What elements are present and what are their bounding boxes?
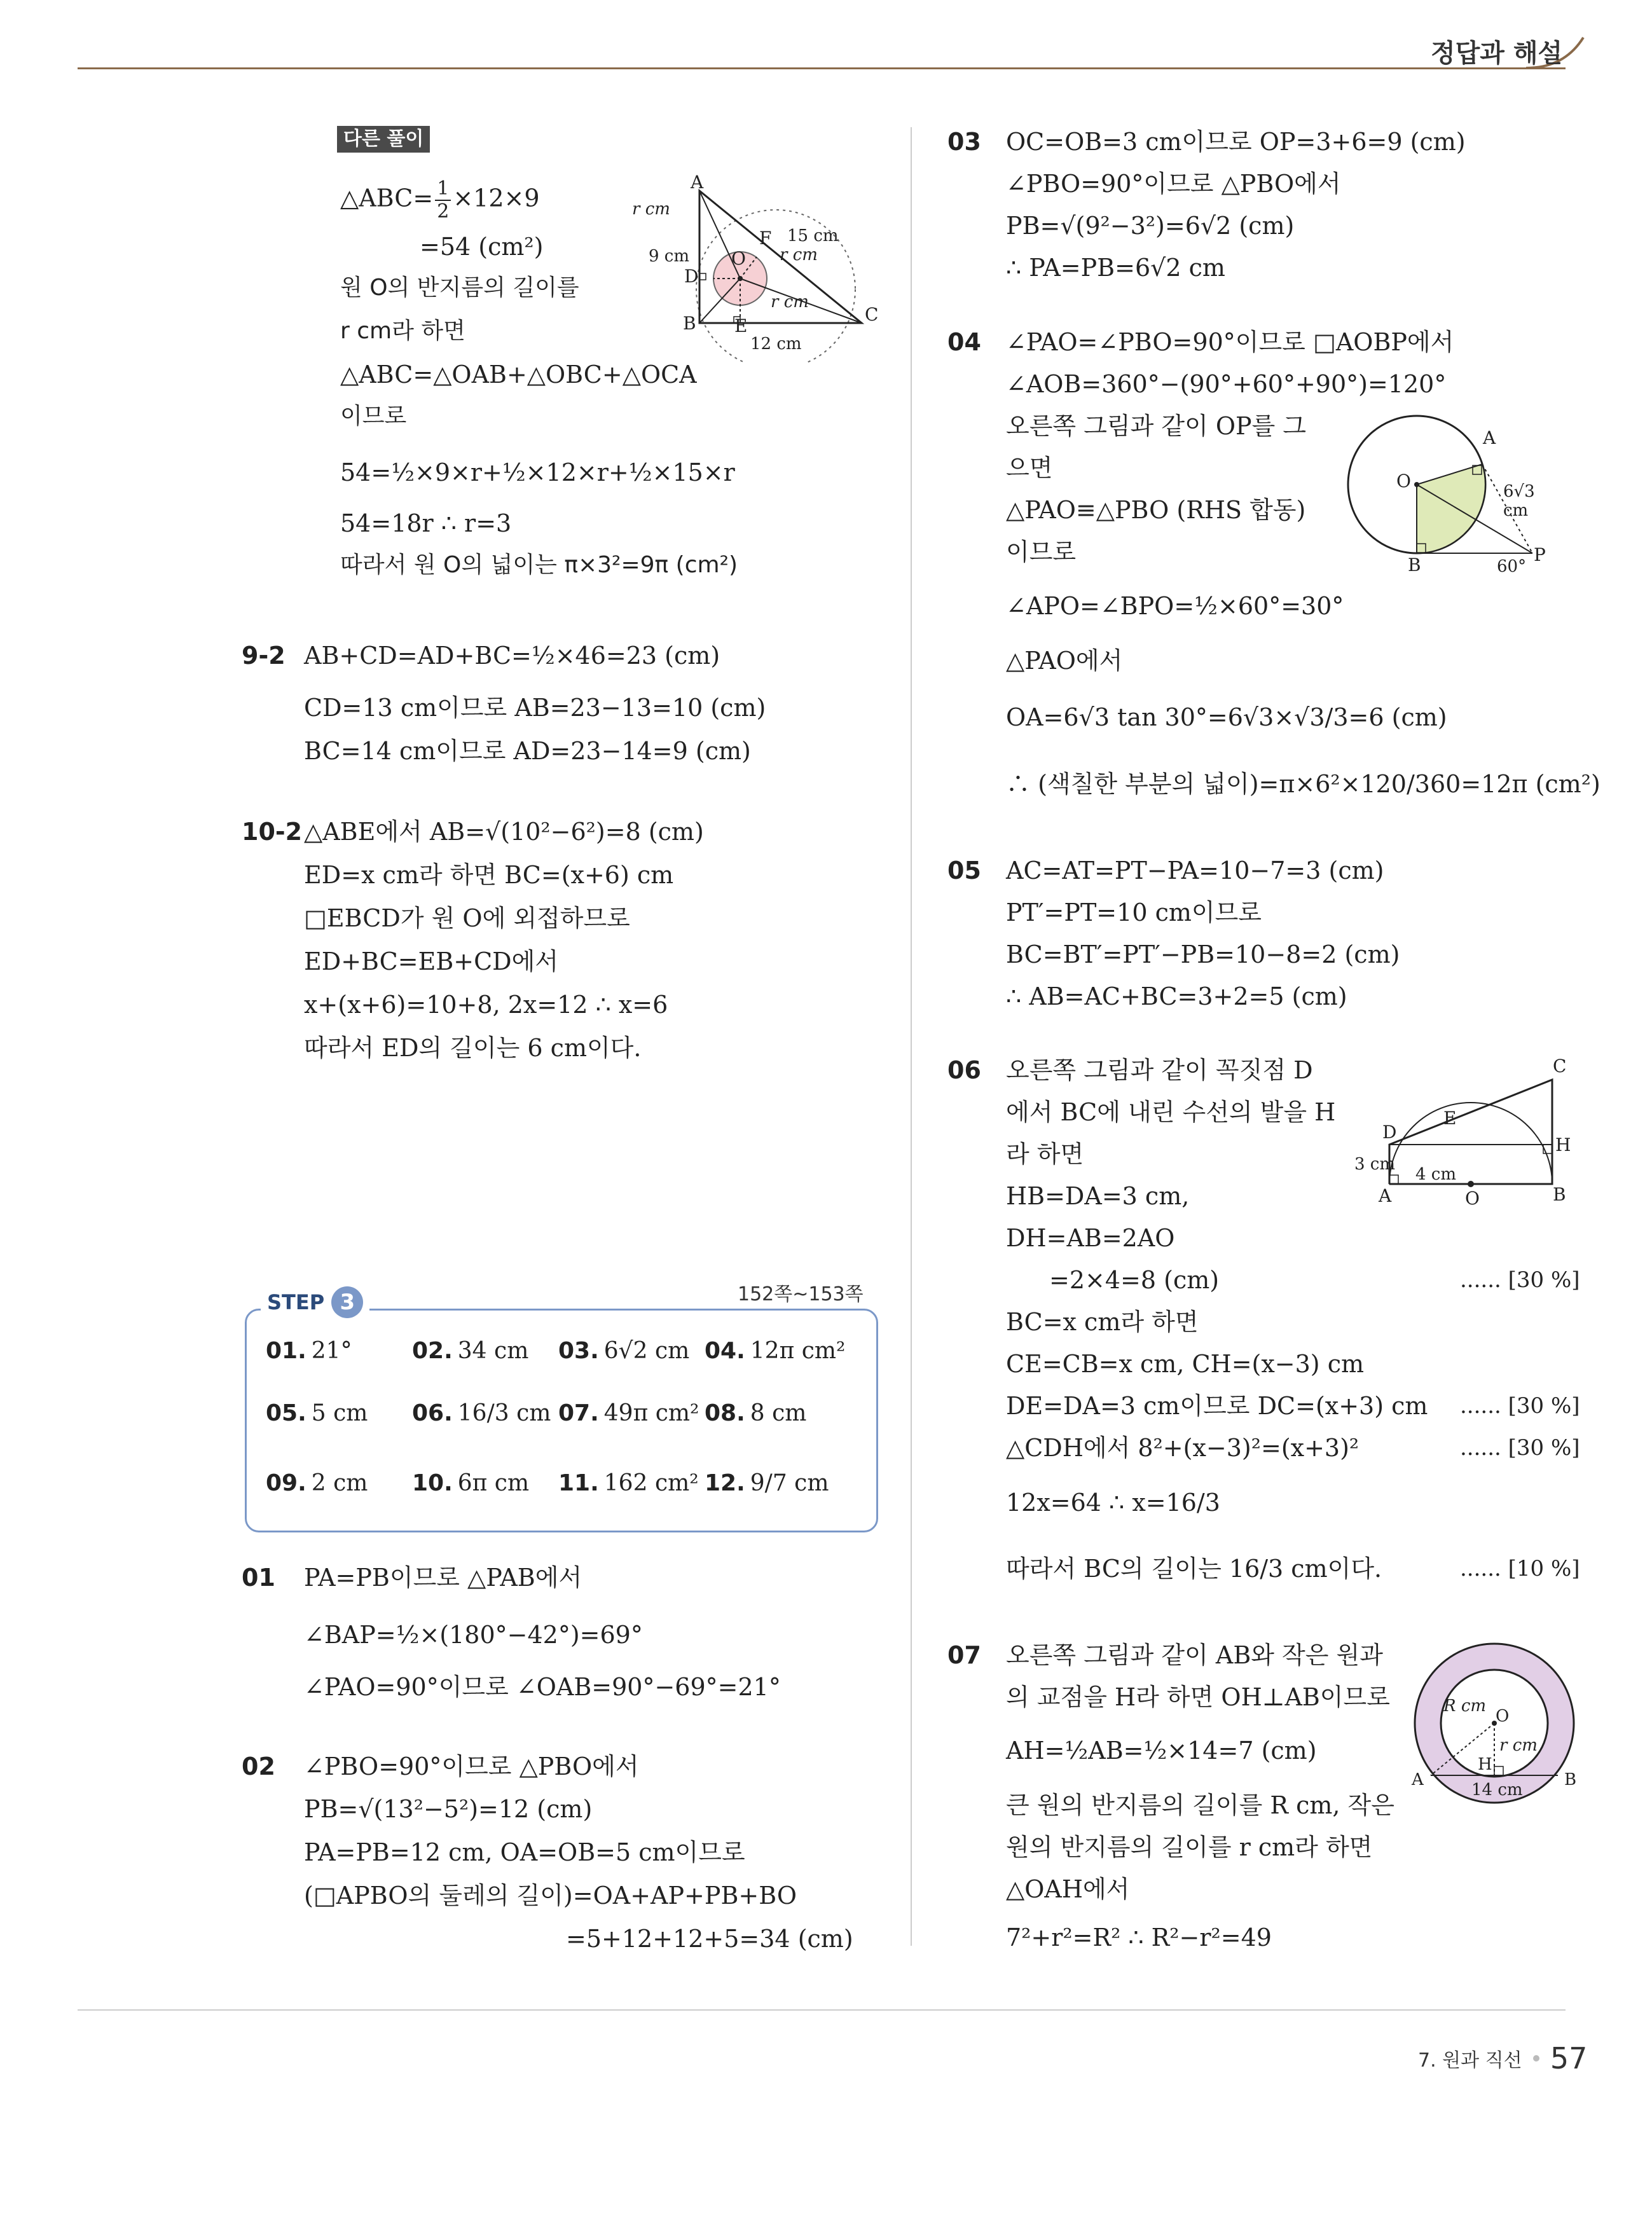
answer-05	[266, 1399, 368, 1428]
fig1-label-B: B	[683, 313, 696, 334]
answer-num: 07.	[558, 1400, 599, 1426]
figure-triangle-incircle	[630, 172, 884, 362]
p04-line-2: ∠AOB=360°−(90°+60°+90°)=120°	[1006, 370, 1447, 398]
fig6-label-C: C	[1553, 1056, 1567, 1077]
alt-line-7: 54=½×9×r+½×12×r+½×15×r	[340, 458, 735, 486]
p05-line-4: ∴ AB=AC+BC=3+2=5 (cm)	[1006, 982, 1347, 1010]
p06-score-1: ...... [30 %]	[1460, 1267, 1580, 1293]
fig1-label-D: D	[684, 266, 699, 287]
p92-line-2: CD=13 cm이므로 AB=23−13=10 (cm)	[304, 694, 766, 722]
fig6-label-4cm: 4 cm	[1415, 1165, 1457, 1184]
p02-line-3: PA=PB=12 cm, OA=OB=5 cm이므로	[304, 1838, 745, 1866]
alt-line-4: r cm라 하면	[340, 318, 465, 344]
alt-line-9: 따라서 원 O의 넓이는 π×3²=9π (cm²)	[340, 552, 738, 578]
p06-line-11: 12x=64 ∴ x=16/3	[1006, 1489, 1220, 1517]
p06-score-4: ...... [10 %]	[1460, 1556, 1580, 1581]
answer-06	[412, 1399, 551, 1428]
frac-den: 2	[437, 200, 450, 223]
answer-11	[558, 1469, 699, 1498]
fig6-label-O: O	[1465, 1188, 1480, 1209]
p02-line-2: PB=√(13²−5²)=12 (cm)	[304, 1795, 593, 1823]
p04-line-8: △PAO에서	[1006, 647, 1123, 675]
p04-line-6: 이므로	[1006, 538, 1077, 566]
p06-line-12: 따라서 BC의 길이는 16/3 cm이다.	[1006, 1555, 1382, 1583]
answer-val: 12π cm²	[750, 1338, 846, 1364]
fig4-label-angle: 60°	[1497, 557, 1527, 576]
p01-line-3: ∠PAO=90°이므로 ∠OAB=90°−69°=21°	[304, 1673, 781, 1701]
p06-line-5: DH=AB=2AO	[1006, 1224, 1175, 1252]
answer-num: 04.	[705, 1338, 745, 1364]
p04-line-3: 오른쪽 그림과 같이 OP를 그	[1006, 412, 1307, 440]
answer-val: 8 cm	[750, 1400, 807, 1426]
problem-05-label: 05	[947, 857, 981, 884]
answer-04	[705, 1337, 845, 1366]
alt-line-1	[340, 178, 540, 223]
step-number-badge: 3	[331, 1286, 363, 1318]
answer-val: 2 cm	[311, 1470, 368, 1496]
answer-03	[558, 1337, 689, 1366]
p03-line-3: PB=√(9²−3²)=6√2 (cm)	[1006, 212, 1295, 240]
fig1-label-r2: r cm	[780, 245, 818, 265]
answer-val: 6√2 cm	[603, 1338, 690, 1364]
fig6-label-H: H	[1555, 1134, 1571, 1155]
fig1-label-12: 12 cm	[750, 334, 802, 354]
answer-val: 21°	[311, 1338, 352, 1364]
alt-line-2: =54 (cm²)	[420, 233, 544, 261]
p01-line-1: PA=PB이므로 △PAB에서	[304, 1564, 582, 1592]
p06-line-1: 오른쪽 그림과 같이 꼭짓점 D	[1006, 1056, 1313, 1084]
fig7-label-O: O	[1496, 1707, 1510, 1726]
alt-line-6: 이므로	[340, 403, 407, 429]
alt-l1d: ×12×9	[453, 184, 540, 212]
fig7-label-len: 14 cm	[1471, 1780, 1523, 1800]
problem-07-label: 07	[947, 1641, 981, 1669]
p102-line-6: 따라서 ED의 길이는 6 cm이다.	[304, 1034, 642, 1062]
p03-line-4: ∴ PA=PB=6√2 cm	[1006, 254, 1225, 282]
footer-dot-icon	[1533, 2055, 1539, 2061]
problem-04-label: 04	[947, 328, 981, 356]
p04-line-7: ∠APO=∠BPO=½×60°=30°	[1006, 592, 1344, 620]
fig6-label-3cm: 3 cm	[1354, 1155, 1396, 1174]
p06-line-7: BC=x cm라 하면	[1006, 1308, 1199, 1336]
alt-line-8: 54=18r ∴ r=3	[340, 509, 512, 537]
p102-line-5: x+(x+6)=10+8, 2x=12 ∴ x=6	[304, 991, 668, 1019]
header-title: 정답과 해설	[1431, 39, 1563, 68]
fig6-label-E: E	[1443, 1108, 1457, 1129]
p07-line-7: 7²+r²=R² ∴ R²−r²=49	[1006, 1924, 1272, 1951]
answer-num: 06.	[412, 1400, 453, 1426]
fig1-label-r3: r cm	[771, 293, 809, 312]
page-header	[0, 0, 1652, 76]
problem-01-label: 01	[242, 1564, 275, 1592]
answer-07	[558, 1399, 699, 1428]
answer-num: 09.	[266, 1470, 306, 1496]
step-label: STEP	[267, 1290, 325, 1314]
answer-num: 03.	[558, 1338, 599, 1364]
figure-concentric-circles	[1405, 1641, 1583, 1806]
step3-tab	[261, 1283, 369, 1321]
answer-09	[266, 1469, 368, 1498]
p01-line-2: ∠BAP=½×(180°−42°)=69°	[304, 1621, 643, 1649]
p02-line-1: ∠PBO=90°이므로 △PBO에서	[304, 1752, 639, 1780]
p06-line-6: =2×4=8 (cm)	[1049, 1266, 1220, 1294]
p04-line-9: OA=6√3 tan 30°=6√3×√3/3=6 (cm)	[1006, 703, 1447, 731]
column-divider	[911, 127, 912, 1946]
p06-line-9: DE=DA=3 cm이므로 DC=(x+3) cm	[1006, 1392, 1428, 1420]
p06-line-3: 라 하면	[1006, 1140, 1084, 1168]
p03-line-1: OC=OB=3 cm이므로 OP=3+6=9 (cm)	[1006, 128, 1466, 156]
fig7-label-H: H	[1478, 1755, 1492, 1774]
fig1-label-15: 15 cm	[787, 226, 839, 245]
p02-line-4: (□APBO의 둘레의 길이)=OA+AP+PB+BO	[304, 1882, 797, 1910]
p92-line-1: AB+CD=AD+BC=½×46=23 (cm)	[304, 642, 720, 670]
answer-num: 08.	[705, 1400, 745, 1426]
p03-line-2: ∠PBO=90°이므로 △PBO에서	[1006, 170, 1341, 198]
fig1-label-r1: r cm	[632, 200, 670, 219]
problem-02-label: 02	[242, 1752, 275, 1780]
fig6-label-B: B	[1553, 1184, 1566, 1205]
footer-rule	[78, 2009, 1566, 2011]
fig6-label-D: D	[1382, 1122, 1397, 1143]
figure-trapezoid-semicircle	[1354, 1049, 1577, 1208]
answer-02	[412, 1337, 528, 1366]
fig7-label-R: R cm	[1443, 1697, 1487, 1716]
problem-10-2-label: 10-2	[242, 818, 303, 846]
p06-score-3: ...... [30 %]	[1460, 1435, 1580, 1461]
p07-line-2: 의 교점을 H라 하면 OH⊥AB이므로	[1006, 1683, 1390, 1711]
fig4-label-B: B	[1408, 554, 1421, 575]
p04-line-5: △PAO≡△PBO (RHS 합동)	[1006, 496, 1306, 524]
answer-num: 02.	[412, 1338, 453, 1364]
fig1-label-A: A	[691, 172, 704, 193]
p06-score-2: ...... [30 %]	[1460, 1393, 1580, 1419]
fig1-label-C: C	[865, 304, 879, 325]
answer-01	[266, 1337, 352, 1366]
footer-chapter: 7. 원과 직선	[1418, 2049, 1522, 2072]
answer-val: 49π cm²	[603, 1400, 699, 1426]
p07-line-1: 오른쪽 그림과 같이 AB와 작은 원과	[1006, 1641, 1383, 1669]
alt-line-5: △ABC=△OAB+△OBC+△OCA	[340, 361, 697, 389]
fig4-label-P: P	[1534, 544, 1546, 565]
p07-line-3: AH=½AB=½×14=7 (cm)	[1006, 1737, 1317, 1765]
p07-line-4: 큰 원의 반지름의 길이를 R cm, 작은	[1006, 1791, 1394, 1819]
p05-line-2: PT′=PT=10 cm이므로	[1006, 898, 1262, 926]
fig4-label-A: A	[1483, 427, 1496, 448]
p92-line-3: BC=14 cm이므로 AD=23−14=9 (cm)	[304, 737, 751, 765]
alt-line-3: 원 O의 반지름의 길이를	[340, 275, 579, 301]
header-rule	[78, 67, 1566, 69]
fig4-label-O: O	[1396, 471, 1411, 492]
p04-line-10: ∴ (색칠한 부분의 넓이)=π×6²×120/360=12π (cm²)	[1006, 770, 1600, 798]
p05-line-3: BC=BT′=PT′−PB=10−8=2 (cm)	[1006, 940, 1400, 968]
fig1-label-O: O	[731, 248, 746, 269]
p06-line-2: 에서 BC에 내린 수선의 발을 H	[1006, 1098, 1336, 1126]
p102-line-1: △ABE에서 AB=√(10²−6²)=8 (cm)	[304, 818, 704, 846]
p05-line-1: AC=AT=PT−PA=10−7=3 (cm)	[1006, 857, 1384, 884]
frac-num: 1	[435, 178, 451, 201]
p04-line-1: ∠PAO=∠PBO=90°이므로 □AOBP에서	[1006, 328, 1454, 356]
fig7-label-A: A	[1412, 1770, 1424, 1789]
figure-circle-tangent	[1342, 413, 1564, 579]
frac-half	[435, 178, 451, 223]
answer-num: 10.	[412, 1470, 453, 1496]
answer-num: 01.	[266, 1338, 306, 1364]
fig4-label-len: 6√3 cm	[1503, 482, 1535, 520]
problem-06-label: 06	[947, 1056, 981, 1084]
p06-line-8: CE=CB=x cm, CH=(x−3) cm	[1006, 1350, 1365, 1378]
alt-badge: 다른 풀이	[337, 126, 430, 153]
alt-l1a: △ABC=	[340, 184, 434, 212]
answer-val: 162 cm²	[603, 1470, 699, 1496]
fig1-label-E: E	[734, 315, 748, 336]
p06-line-10: △CDH에서 8²+(x−3)²=(x+3)²	[1006, 1434, 1359, 1462]
page-number: 57	[1550, 2041, 1588, 2075]
answer-val: 16/3 cm	[457, 1400, 551, 1426]
problem-9-2-label: 9-2	[242, 642, 286, 670]
p07-line-5: 원의 반지름의 길이를 r cm라 하면	[1006, 1833, 1373, 1861]
fig1-label-F: F	[759, 228, 772, 249]
fig7-label-r: r cm	[1499, 1736, 1538, 1755]
p06-line-4: HB=DA=3 cm,	[1006, 1182, 1190, 1210]
p04-line-4: 으면	[1006, 454, 1053, 482]
footer	[1418, 2041, 1587, 2075]
answer-num: 12.	[705, 1470, 745, 1496]
p102-line-3: □EBCD가 원 O에 외접하므로	[304, 904, 630, 932]
fig1-label-9: 9 cm	[649, 247, 690, 266]
answer-val: 9/7 cm	[750, 1470, 829, 1496]
answer-08	[705, 1399, 806, 1428]
answer-num: 05.	[266, 1400, 306, 1426]
answer-num: 11.	[558, 1470, 599, 1496]
p02-line-5: =5+12+12+5=34 (cm)	[566, 1925, 853, 1953]
fig6-label-A: A	[1379, 1185, 1392, 1206]
answer-12	[705, 1469, 829, 1498]
answer-val: 5 cm	[311, 1400, 368, 1426]
p102-line-2: ED=x cm라 하면 BC=(x+6) cm	[304, 861, 674, 889]
answer-val: 6π cm	[457, 1470, 530, 1496]
problem-03-label: 03	[947, 128, 981, 156]
p102-line-4: ED+BC=EB+CD에서	[304, 947, 559, 975]
step3-pages: 152쪽~153쪽	[738, 1283, 864, 1305]
answer-val: 34 cm	[457, 1338, 529, 1364]
p07-line-6: △OAH에서	[1006, 1875, 1130, 1903]
fig7-label-B: B	[1564, 1770, 1577, 1789]
answer-10	[412, 1469, 529, 1498]
